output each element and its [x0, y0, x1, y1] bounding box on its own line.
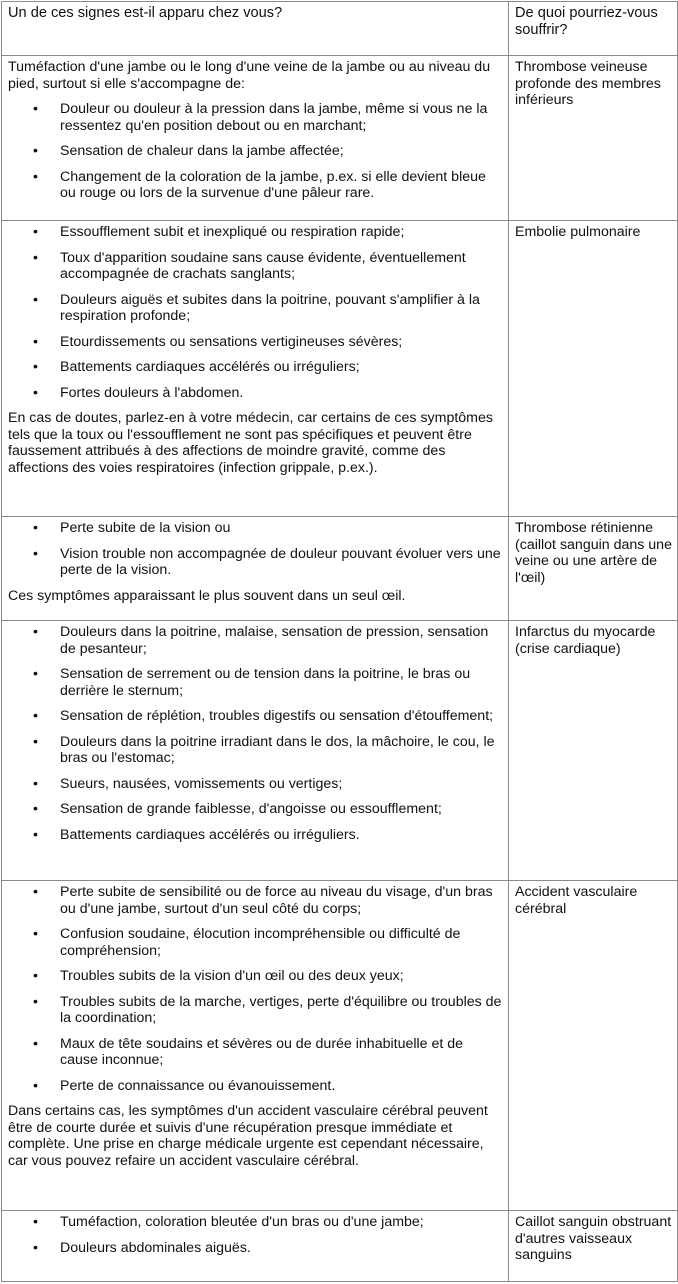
- list-item-text: Sensation de chaleur dans la jambe affectée;: [60, 143, 344, 159]
- list-item-text: Douleurs dans la poitrine irradiant dans le dos, la mâchoire, le cou, le bras ou l'estomac;: [60, 733, 495, 766]
- list-item: [8, 169, 504, 202]
- list-item: [8, 250, 504, 283]
- list-item-text: Sensation de grande faiblesse, d'angoisse ou essoufflement;: [60, 801, 442, 817]
- bullet-icon: •: [33, 884, 38, 900]
- bullet-icon: •: [33, 968, 38, 984]
- bullet-icon: •: [33, 168, 38, 185]
- bullet-icon: •: [33, 624, 38, 640]
- list-item: [8, 827, 504, 844]
- symptom-note: En cas de doutes, parlez-en à votre médecin, car certains de ces symptômes tels que la toux ou l'essoufflement ne sont pas spécifiques et peuvent être faussement attribués à des affections de moindre gravité, comme des affections des voies respiratoires (infection grippale, p.ex.).: [8, 410, 493, 476]
- bullet-icon: •: [33, 733, 38, 750]
- symptoms-cell: [2, 621, 509, 881]
- bullet-icon: •: [33, 1077, 38, 1094]
- bullet-icon: •: [33, 926, 38, 942]
- bullet-icon: •: [33, 545, 38, 562]
- bullet-icon: •: [33, 384, 38, 401]
- header-condition: De quoi pourriez-vous souffrir?: [509, 2, 678, 56]
- bullet-icon: •: [33, 143, 38, 159]
- list-item: [8, 926, 504, 959]
- bullet-icon: •: [33, 1239, 38, 1256]
- symptoms-cell: [2, 881, 509, 1211]
- list-item: [8, 624, 504, 657]
- list-item-text: Perte de connaissance ou évanouissement.: [60, 1077, 336, 1094]
- list-item-text: Fortes douleurs à l'abdomen.: [60, 384, 244, 401]
- condition-cell: Embolie pulmonaire: [509, 221, 678, 517]
- condition-cell: Thrombose rétinienne (caillot sanguin dans une veine ou une artère de l'œil): [509, 517, 678, 621]
- list-item: [8, 143, 504, 160]
- symptoms-cell: [2, 1211, 509, 1282]
- bullet-icon: •: [33, 993, 38, 1010]
- symptom-note: Dans certains cas, les symptômes d'un accident vasculaire cérébral peuvent être de courte durée et suivis d'une récupération presque immédiate et complète. Une prise en charge médicale urgente est cependant nécessaire, car vous pouvez refaire un accident vasculaire cérébral.: [8, 1103, 488, 1169]
- list-item-text: Sueurs, nausées, vomissements ou vertiges;: [60, 775, 343, 792]
- list-item-text: Troubles subits de la marche, vertiges, perte d'équilibre ou troubles de la coordination;: [60, 993, 502, 1026]
- symptom-list: [8, 224, 504, 401]
- list-item: [8, 776, 504, 793]
- symptom-intro: Tuméfaction d'une jambe ou le long d'une veine de la jambe ou au niveau du pied, surtout si elle s'accompagne de:: [8, 59, 491, 92]
- list-item-text: Douleurs abdominales aiguës.: [60, 1239, 251, 1256]
- symptoms-cell: [2, 221, 509, 517]
- list-item: [8, 359, 504, 376]
- bullet-icon: •: [33, 333, 38, 350]
- symptom-list: [8, 1214, 504, 1256]
- list-item-text: Perte subite de la vision ou: [60, 520, 231, 536]
- list-item: [8, 292, 504, 325]
- symptoms-cell: [2, 517, 509, 621]
- list-item: [8, 224, 504, 241]
- list-item: [8, 1240, 504, 1257]
- table-row: [2, 221, 678, 517]
- bullet-icon: •: [33, 801, 38, 817]
- list-item: [8, 520, 504, 537]
- table-row: [2, 1211, 678, 1282]
- symptom-list: [8, 624, 504, 843]
- list-item: [8, 1036, 504, 1069]
- list-item-text: Battements cardiaques accélérés ou irréguliers;: [60, 359, 360, 375]
- list-item: [8, 385, 504, 402]
- list-item: [8, 734, 504, 767]
- table-row: [2, 881, 678, 1211]
- list-item-text: Changement de la coloration de la jambe, p.ex. si elle devient bleue ou rouge ou lors de la survenue d'une pâleur rare.: [60, 168, 486, 201]
- list-item: [8, 546, 504, 579]
- list-item: [8, 884, 504, 917]
- bullet-icon: •: [33, 826, 38, 843]
- condition-cell: Thrombose veineuse profonde des membres inférieurs: [509, 56, 678, 221]
- table-row: [2, 517, 678, 621]
- symptoms-cell: [2, 56, 509, 221]
- list-item-text: Tuméfaction, coloration bleutée d'un bras ou d'une jambe;: [60, 1214, 424, 1230]
- symptom-list: [8, 101, 504, 202]
- list-item-text: Vision trouble non accompagnée de douleur pouvant évoluer vers une perte de la vision.: [60, 545, 501, 578]
- bullet-icon: •: [33, 1214, 38, 1230]
- bullet-icon: •: [33, 291, 38, 308]
- list-item: [8, 666, 504, 699]
- bullet-icon: •: [33, 775, 38, 792]
- list-item-text: Douleurs aiguës et subites dans la poitrine, pouvant s'amplifier à la respiration profonde;: [60, 291, 480, 324]
- list-item-text: Essoufflement subit et inexpliqué ou respiration rapide;: [60, 224, 405, 240]
- list-item-text: Sensation de serrement ou de tension dans la poitrine, le bras ou derrière le sternum;: [60, 666, 471, 699]
- bullet-icon: •: [33, 1035, 38, 1052]
- list-item-text: Confusion soudaine, élocution incompréhensible ou difficulté de compréhension;: [60, 926, 461, 959]
- list-item-text: Toux d'apparition soudaine sans cause évidente, éventuellement accompagnée de crachats sanglants;: [60, 249, 466, 282]
- list-item-text: Maux de tête soudains et sévères ou de durée inhabituelle et de cause inconnue;: [60, 1035, 464, 1068]
- condition-cell: Infarctus du myocarde (crise cardiaque): [509, 621, 678, 881]
- list-item: [8, 1214, 504, 1231]
- list-item-text: Troubles subits de la vision d'un œil ou des deux yeux;: [60, 968, 404, 984]
- list-item: [8, 994, 504, 1027]
- bullet-icon: •: [33, 359, 38, 375]
- list-item: [8, 1078, 504, 1095]
- symptom-list: [8, 884, 504, 1094]
- list-item-text: Battements cardiaques accélérés ou irréguliers.: [60, 826, 360, 843]
- list-item-text: Perte subite de sensibilité ou de force au niveau du visage, d'un bras ou d'une jambe, surtout d'un seul côté du corps;: [60, 884, 493, 917]
- list-item: [8, 801, 504, 818]
- table-body: [2, 56, 678, 1282]
- condition-cell: Caillot sanguin obstruant d'autres vaisseaux sanguins: [509, 1211, 678, 1282]
- bullet-icon: •: [33, 101, 38, 117]
- bullet-icon: •: [33, 224, 38, 240]
- symptoms-table: [1, 1, 678, 1282]
- list-item: [8, 708, 504, 725]
- table-row: [2, 56, 678, 221]
- list-item: [8, 101, 504, 134]
- header-signs: Un de ces signes est-il apparu chez vous?: [2, 2, 509, 56]
- list-item-text: Etourdissements ou sensations vertigineuses sévères;: [60, 333, 403, 350]
- condition-cell: Accident vasculaire cérébral: [509, 881, 678, 1211]
- list-item-text: Douleurs dans la poitrine, malaise, sensation de pression, sensation de pesanteur;: [60, 624, 489, 657]
- symptom-note: Ces symptômes apparaissant le plus souvent dans un seul œil.: [8, 587, 406, 604]
- bullet-icon: •: [33, 520, 38, 536]
- list-item-text: Sensation de réplétion, troubles digestifs ou sensation d'étouffement;: [60, 708, 494, 724]
- bullet-icon: •: [33, 708, 38, 724]
- table-header-row: [2, 2, 678, 56]
- list-item: [8, 334, 504, 351]
- bullet-icon: •: [33, 666, 38, 682]
- list-item: [8, 968, 504, 985]
- table-row: [2, 621, 678, 881]
- list-item-text: Douleur ou douleur à la pression dans la jambe, même si vous ne la ressentez qu'en position debout ou en marchant;: [60, 101, 488, 134]
- bullet-icon: •: [33, 249, 38, 266]
- symptom-list: [8, 520, 504, 579]
